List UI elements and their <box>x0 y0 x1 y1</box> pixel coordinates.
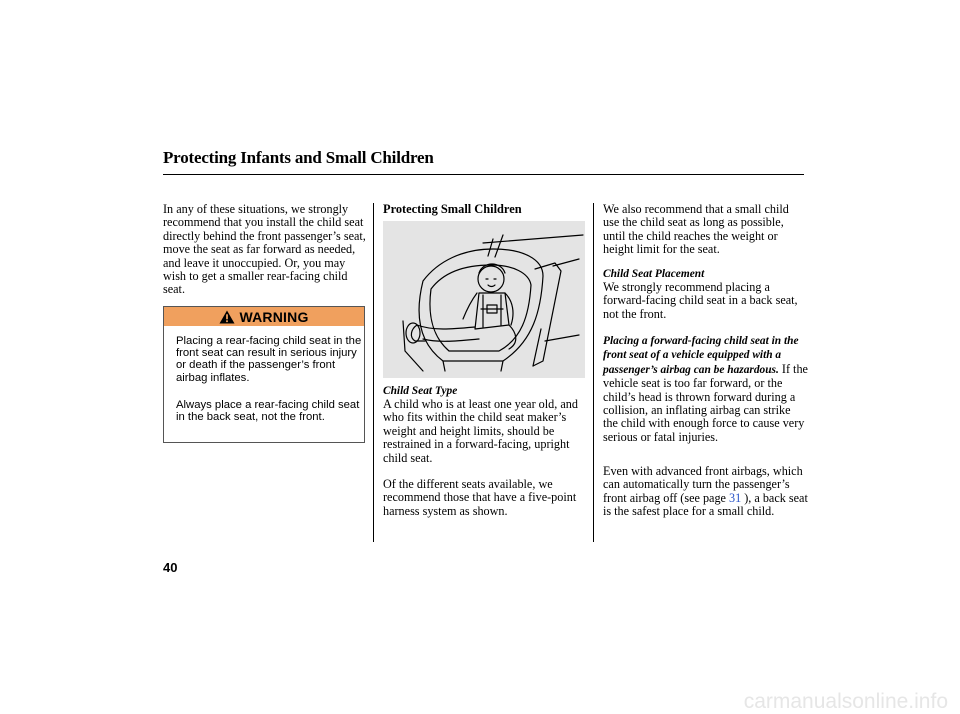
right-paragraph-4 <box>603 465 808 519</box>
hazard-lead: Placing a forward-facing child seat in the front seat of a vehicle equipped with a passenger’s airbag can be hazardous. <box>603 335 799 376</box>
warning-box <box>163 306 365 443</box>
section-heading: Protecting Small Children <box>383 202 522 216</box>
page-number: 40 <box>163 560 178 575</box>
warning-triangle-icon <box>219 310 235 324</box>
watermark: carmanualsonline.info <box>743 690 948 713</box>
right-paragraph-3 <box>603 334 808 444</box>
middle-paragraph-2: Of the different seats available, we recommend those that have a five-point harness system as shown. <box>383 477 577 518</box>
left-paragraph: In any of these situations, we strongly recommend that you install the child seat directly behind the front passenger’s seat, move the seat as far forward as needed, and leave it unoccupied. Or, you may wish to get a smaller rear-facing child seat. <box>163 202 366 297</box>
column-divider-left <box>373 203 374 542</box>
page-reference-link[interactable]: 31 <box>729 490 742 505</box>
page-title: Protecting Infants and Small Children <box>163 148 434 167</box>
right-paragraph-2: We strongly recommend placing a forward-facing child seat in a back seat, not the front. <box>603 280 798 321</box>
warning-label: WARNING <box>239 308 309 325</box>
airbag-text: Even with advanced front airbags, which can automatically turn the passenger’s front airbag off (see page <box>603 464 803 505</box>
warning-banner <box>164 307 364 326</box>
child-seat-placement-subhead: Child Seat Placement <box>603 268 705 280</box>
safest-place-text: ), a back seat is the safest place for a small child. <box>603 490 808 519</box>
child-seat-type-subhead: Child Seat Type <box>383 385 458 397</box>
title-divider <box>163 174 804 175</box>
middle-paragraph-1: A child who is at least one year old, and who fits within the child seat maker’s weight and height limits, should be restrained in a forward-facing, upright child seat. <box>383 397 578 465</box>
child-seat-illustration <box>383 221 585 378</box>
warning-text-2: Always place a rear-facing child seat in the back seat, not the front. <box>176 399 360 424</box>
right-paragraph-1: We also recommend that a small child use the child seat as long as possible, until the child reaches the weight or height limit for the seat. <box>603 202 789 257</box>
hazard-text: If the vehicle seat is too far forward, or the child’s head is thrown forward during a collision, an inflating airbag can strike the child with enough force to cause very serious or fatal injuries. <box>603 361 808 444</box>
column-divider-right <box>593 203 594 542</box>
child-seat-drawing <box>383 221 585 378</box>
warning-text-1: Placing a rear-facing child seat in the front seat can result in serious injury or death if the passenger’s front airbag inflates. <box>176 335 362 384</box>
